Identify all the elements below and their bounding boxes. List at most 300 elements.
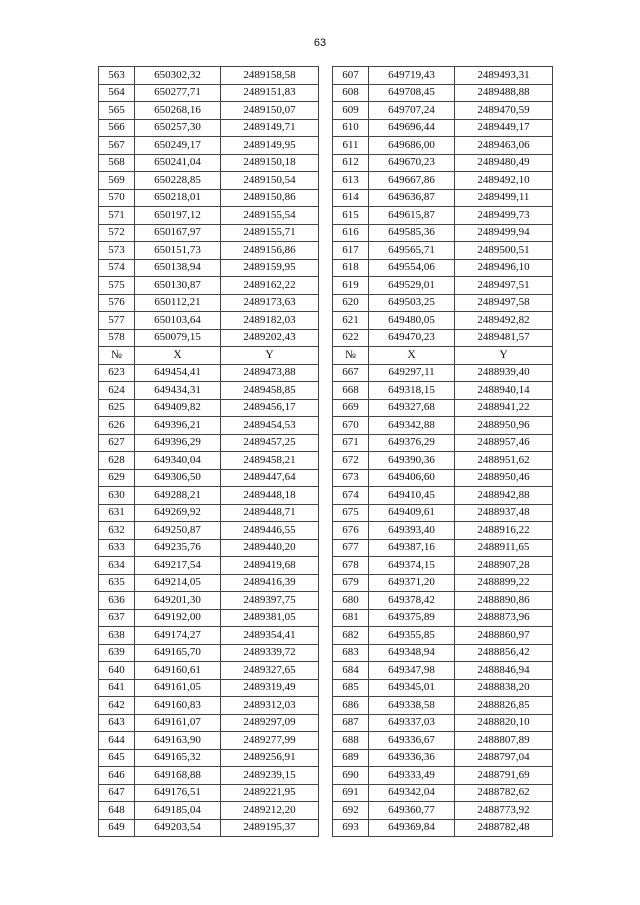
point-number-cell: 617 xyxy=(333,242,369,260)
x-coordinate-cell: 649374,15 xyxy=(369,557,455,575)
x-coordinate-cell: 650151,73 xyxy=(135,242,221,260)
table-row xyxy=(99,434,553,452)
column-gap xyxy=(319,364,333,382)
point-number-cell: 647 xyxy=(99,784,135,802)
table-row xyxy=(99,154,553,172)
coordinates-table xyxy=(98,66,553,837)
x-coordinate-cell: 649185,04 xyxy=(135,802,221,820)
x-coordinate-cell: 649434,31 xyxy=(135,382,221,400)
y-coordinate-cell: 2489454,53 xyxy=(221,417,319,435)
y-coordinate-cell: 2489339,72 xyxy=(221,644,319,662)
point-number-cell: 569 xyxy=(99,172,135,190)
x-coordinate-cell: 649306,50 xyxy=(135,469,221,487)
point-number-cell: 634 xyxy=(99,557,135,575)
x-coordinate-cell: 649160,83 xyxy=(135,697,221,715)
x-coordinate-cell: 649371,20 xyxy=(369,574,455,592)
column-gap xyxy=(319,732,333,750)
point-number-cell: 638 xyxy=(99,627,135,645)
y-coordinate-cell: 2489195,37 xyxy=(221,819,319,837)
column-gap xyxy=(319,627,333,645)
x-coordinate-cell: 650277,71 xyxy=(135,84,221,102)
table-row xyxy=(99,574,553,592)
table-row xyxy=(99,399,553,417)
y-coordinate-cell: 2489457,25 xyxy=(221,434,319,452)
column-gap xyxy=(319,609,333,627)
x-coordinate-cell: 649165,70 xyxy=(135,644,221,662)
column-gap xyxy=(319,574,333,592)
point-number-cell: 673 xyxy=(333,469,369,487)
x-coordinate-cell: 649336,36 xyxy=(369,749,455,767)
column-gap xyxy=(319,697,333,715)
x-coordinate-cell: 649338,58 xyxy=(369,697,455,715)
x-coordinate-cell: 650257,30 xyxy=(135,119,221,137)
table-row xyxy=(99,277,553,295)
y-coordinate-cell: 2489470,59 xyxy=(455,102,553,120)
y-coordinate-cell: 2489492,10 xyxy=(455,172,553,190)
point-number-cell: 640 xyxy=(99,662,135,680)
y-coordinate-cell: 2489488,88 xyxy=(455,84,553,102)
y-coordinate-cell: 2488950,46 xyxy=(455,469,553,487)
y-coordinate-cell: 2489458,85 xyxy=(221,382,319,400)
point-number-cell: 635 xyxy=(99,574,135,592)
point-number-cell: 678 xyxy=(333,557,369,575)
x-coordinate-cell: 650138,94 xyxy=(135,259,221,277)
x-coordinate-cell: 650079,15 xyxy=(135,329,221,347)
column-gap xyxy=(319,487,333,505)
y-coordinate-cell: 2488856,42 xyxy=(455,644,553,662)
x-coordinate-cell: 649554,06 xyxy=(369,259,455,277)
x-coordinate-cell: 649686,00 xyxy=(369,137,455,155)
x-coordinate-cell: 649369,84 xyxy=(369,819,455,837)
y-coordinate-cell: 2488782,62 xyxy=(455,784,553,802)
table-row xyxy=(99,207,553,225)
column-gap xyxy=(319,189,333,207)
point-number-cell: 612 xyxy=(333,154,369,172)
y-coordinate-cell: 2489202,43 xyxy=(221,329,319,347)
x-coordinate-cell: 649376,29 xyxy=(369,434,455,452)
point-number-cell: 645 xyxy=(99,749,135,767)
point-number-cell: 667 xyxy=(333,364,369,382)
y-coordinate-cell: 2488820,10 xyxy=(455,714,553,732)
y-coordinate-cell: 2489149,71 xyxy=(221,119,319,137)
y-coordinate-cell: 2488950,96 xyxy=(455,417,553,435)
point-number-cell: 648 xyxy=(99,802,135,820)
y-coordinate-cell: 2489150,86 xyxy=(221,189,319,207)
y-coordinate-cell: 2488782,48 xyxy=(455,819,553,837)
table-row xyxy=(99,242,553,260)
point-number-cell: 623 xyxy=(99,364,135,382)
point-number-cell: 629 xyxy=(99,469,135,487)
x-coordinate-cell: 649217,54 xyxy=(135,557,221,575)
header-row xyxy=(99,347,553,365)
y-coordinate-cell: 2489277,99 xyxy=(221,732,319,750)
y-coordinate-cell: 2489173,63 xyxy=(221,294,319,312)
y-coordinate-cell: 2489381,05 xyxy=(221,609,319,627)
point-number-cell: 615 xyxy=(333,207,369,225)
point-number-cell: 625 xyxy=(99,399,135,417)
x-coordinate-cell: 649585,36 xyxy=(369,224,455,242)
y-coordinate-cell: 2488890,86 xyxy=(455,592,553,610)
column-gap xyxy=(319,784,333,802)
column-gap xyxy=(319,802,333,820)
y-coordinate-cell: 2489463,06 xyxy=(455,137,553,155)
point-number-cell: 671 xyxy=(333,434,369,452)
y-coordinate-cell: 2489448,71 xyxy=(221,504,319,522)
column-gap xyxy=(319,557,333,575)
x-coordinate-cell: 649396,29 xyxy=(135,434,221,452)
column-gap xyxy=(319,224,333,242)
point-number-cell: 686 xyxy=(333,697,369,715)
y-coordinate-cell: 2489150,54 xyxy=(221,172,319,190)
table-row xyxy=(99,557,553,575)
y-coordinate-cell: 2489397,75 xyxy=(221,592,319,610)
point-number-cell: 563 xyxy=(99,67,135,85)
column-gap xyxy=(319,137,333,155)
x-coordinate-cell: 649636,87 xyxy=(369,189,455,207)
page-number: 63 xyxy=(313,37,327,49)
x-coordinate-cell: 650249,17 xyxy=(135,137,221,155)
point-number-cell: 679 xyxy=(333,574,369,592)
header-y-coordinate: Y xyxy=(455,347,553,365)
table-row xyxy=(99,294,553,312)
point-number-cell: 614 xyxy=(333,189,369,207)
point-number-cell: 681 xyxy=(333,609,369,627)
x-coordinate-cell: 649161,05 xyxy=(135,679,221,697)
x-coordinate-cell: 649318,15 xyxy=(369,382,455,400)
table-row xyxy=(99,172,553,190)
x-coordinate-cell: 649387,16 xyxy=(369,539,455,557)
point-number-cell: 646 xyxy=(99,767,135,785)
y-coordinate-cell: 2488941,22 xyxy=(455,399,553,417)
point-number-cell: 609 xyxy=(333,102,369,120)
y-coordinate-cell: 2488797,04 xyxy=(455,749,553,767)
point-number-cell: 572 xyxy=(99,224,135,242)
table-row xyxy=(99,592,553,610)
column-gap xyxy=(319,592,333,610)
table-row xyxy=(99,802,553,820)
header-point-number: № xyxy=(99,347,135,365)
column-gap xyxy=(319,767,333,785)
point-number-cell: 573 xyxy=(99,242,135,260)
point-number-cell: 566 xyxy=(99,119,135,137)
point-number-cell: 644 xyxy=(99,732,135,750)
y-coordinate-cell: 2489155,71 xyxy=(221,224,319,242)
y-coordinate-cell: 2489456,17 xyxy=(221,399,319,417)
column-gap xyxy=(319,679,333,697)
point-number-cell: 668 xyxy=(333,382,369,400)
y-coordinate-cell: 2489212,20 xyxy=(221,802,319,820)
x-coordinate-cell: 650112,21 xyxy=(135,294,221,312)
column-gap xyxy=(319,819,333,837)
x-coordinate-cell: 649667,86 xyxy=(369,172,455,190)
y-coordinate-cell: 2489158,58 xyxy=(221,67,319,85)
x-coordinate-cell: 649470,23 xyxy=(369,329,455,347)
point-number-cell: 618 xyxy=(333,259,369,277)
point-number-cell: 624 xyxy=(99,382,135,400)
x-coordinate-cell: 649390,36 xyxy=(369,452,455,470)
y-coordinate-cell: 2489447,64 xyxy=(221,469,319,487)
y-coordinate-cell: 2489182,03 xyxy=(221,312,319,330)
table-row xyxy=(99,644,553,662)
y-coordinate-cell: 2489239,15 xyxy=(221,767,319,785)
column-gap xyxy=(319,242,333,260)
point-number-cell: 683 xyxy=(333,644,369,662)
column-gap xyxy=(319,84,333,102)
x-coordinate-cell: 649327,68 xyxy=(369,399,455,417)
point-number-cell: 691 xyxy=(333,784,369,802)
y-coordinate-cell: 2489499,73 xyxy=(455,207,553,225)
y-coordinate-cell: 2488838,20 xyxy=(455,679,553,697)
table-row xyxy=(99,102,553,120)
table-row xyxy=(99,329,553,347)
y-coordinate-cell: 2489159,95 xyxy=(221,259,319,277)
point-number-cell: 571 xyxy=(99,207,135,225)
point-number-cell: 565 xyxy=(99,102,135,120)
point-number-cell: 633 xyxy=(99,539,135,557)
y-coordinate-cell: 2489150,18 xyxy=(221,154,319,172)
y-coordinate-cell: 2488942,88 xyxy=(455,487,553,505)
x-coordinate-cell: 649192,00 xyxy=(135,609,221,627)
y-coordinate-cell: 2489499,94 xyxy=(455,224,553,242)
table-row xyxy=(99,767,553,785)
point-number-cell: 631 xyxy=(99,504,135,522)
x-coordinate-cell: 649333,49 xyxy=(369,767,455,785)
x-coordinate-cell: 649214,05 xyxy=(135,574,221,592)
point-number-cell: 620 xyxy=(333,294,369,312)
column-gap xyxy=(319,417,333,435)
point-number-cell: 637 xyxy=(99,609,135,627)
column-gap xyxy=(319,504,333,522)
point-number-cell: 669 xyxy=(333,399,369,417)
y-coordinate-cell: 2488937,48 xyxy=(455,504,553,522)
y-coordinate-cell: 2488791,69 xyxy=(455,767,553,785)
x-coordinate-cell: 650218,01 xyxy=(135,189,221,207)
x-coordinate-cell: 649161,07 xyxy=(135,714,221,732)
table-row xyxy=(99,487,553,505)
point-number-cell: 689 xyxy=(333,749,369,767)
y-coordinate-cell: 2488911,65 xyxy=(455,539,553,557)
x-coordinate-cell: 649480,05 xyxy=(369,312,455,330)
point-number-cell: 613 xyxy=(333,172,369,190)
x-coordinate-cell: 649201,30 xyxy=(135,592,221,610)
x-coordinate-cell: 649347,98 xyxy=(369,662,455,680)
y-coordinate-cell: 2489256,91 xyxy=(221,749,319,767)
x-coordinate-cell: 649174,27 xyxy=(135,627,221,645)
point-number-cell: 567 xyxy=(99,137,135,155)
point-number-cell: 578 xyxy=(99,329,135,347)
point-number-cell: 611 xyxy=(333,137,369,155)
column-gap xyxy=(319,347,333,365)
table-row xyxy=(99,522,553,540)
y-coordinate-cell: 2489354,41 xyxy=(221,627,319,645)
x-coordinate-cell: 649269,92 xyxy=(135,504,221,522)
x-coordinate-cell: 649409,61 xyxy=(369,504,455,522)
y-coordinate-cell: 2489440,20 xyxy=(221,539,319,557)
x-coordinate-cell: 650130,87 xyxy=(135,277,221,295)
column-gap xyxy=(319,259,333,277)
y-coordinate-cell: 2489496,10 xyxy=(455,259,553,277)
column-gap xyxy=(319,277,333,295)
header-x-coordinate: X xyxy=(369,347,455,365)
x-coordinate-cell: 649336,67 xyxy=(369,732,455,750)
column-gap xyxy=(319,312,333,330)
table-row xyxy=(99,732,553,750)
point-number-cell: 630 xyxy=(99,487,135,505)
column-gap xyxy=(319,644,333,662)
column-gap xyxy=(319,102,333,120)
y-coordinate-cell: 2488807,89 xyxy=(455,732,553,750)
x-coordinate-cell: 649168,88 xyxy=(135,767,221,785)
y-coordinate-cell: 2488939,40 xyxy=(455,364,553,382)
point-number-cell: 574 xyxy=(99,259,135,277)
point-number-cell: 639 xyxy=(99,644,135,662)
header-point-number: № xyxy=(333,347,369,365)
point-number-cell: 672 xyxy=(333,452,369,470)
table-row xyxy=(99,749,553,767)
x-coordinate-cell: 650241,04 xyxy=(135,154,221,172)
x-coordinate-cell: 649565,71 xyxy=(369,242,455,260)
y-coordinate-cell: 2488899,22 xyxy=(455,574,553,592)
y-coordinate-cell: 2489492,82 xyxy=(455,312,553,330)
y-coordinate-cell: 2489473,88 xyxy=(221,364,319,382)
table-row xyxy=(99,697,553,715)
table-row xyxy=(99,452,553,470)
x-coordinate-cell: 649393,40 xyxy=(369,522,455,540)
x-coordinate-cell: 649235,76 xyxy=(135,539,221,557)
table-row xyxy=(99,224,553,242)
column-gap xyxy=(319,67,333,85)
point-number-cell: 616 xyxy=(333,224,369,242)
table-row xyxy=(99,189,553,207)
x-coordinate-cell: 649337,03 xyxy=(369,714,455,732)
table-row xyxy=(99,539,553,557)
y-coordinate-cell: 2489327,65 xyxy=(221,662,319,680)
y-coordinate-cell: 2489416,39 xyxy=(221,574,319,592)
x-coordinate-cell: 649250,87 xyxy=(135,522,221,540)
point-number-cell: 628 xyxy=(99,452,135,470)
y-coordinate-cell: 2488916,22 xyxy=(455,522,553,540)
column-gap xyxy=(319,714,333,732)
table-row xyxy=(99,259,553,277)
point-number-cell: 564 xyxy=(99,84,135,102)
y-coordinate-cell: 2488907,28 xyxy=(455,557,553,575)
x-coordinate-cell: 649288,21 xyxy=(135,487,221,505)
point-number-cell: 643 xyxy=(99,714,135,732)
x-coordinate-cell: 649355,85 xyxy=(369,627,455,645)
column-gap xyxy=(319,399,333,417)
y-coordinate-cell: 2489156,86 xyxy=(221,242,319,260)
y-coordinate-cell: 2488826,85 xyxy=(455,697,553,715)
x-coordinate-cell: 649708,45 xyxy=(369,84,455,102)
column-gap xyxy=(319,662,333,680)
x-coordinate-cell: 650302,32 xyxy=(135,67,221,85)
point-number-cell: 676 xyxy=(333,522,369,540)
y-coordinate-cell: 2489319,49 xyxy=(221,679,319,697)
table-row xyxy=(99,312,553,330)
point-number-cell: 570 xyxy=(99,189,135,207)
column-gap xyxy=(319,469,333,487)
point-number-cell: 575 xyxy=(99,277,135,295)
point-number-cell: 621 xyxy=(333,312,369,330)
y-coordinate-cell: 2489297,09 xyxy=(221,714,319,732)
table-row xyxy=(99,784,553,802)
y-coordinate-cell: 2488957,46 xyxy=(455,434,553,452)
x-coordinate-cell: 650167,97 xyxy=(135,224,221,242)
table-row xyxy=(99,364,553,382)
y-coordinate-cell: 2489155,54 xyxy=(221,207,319,225)
point-number-cell: 682 xyxy=(333,627,369,645)
y-coordinate-cell: 2488940,14 xyxy=(455,382,553,400)
x-coordinate-cell: 649529,01 xyxy=(369,277,455,295)
y-coordinate-cell: 2488860,97 xyxy=(455,627,553,645)
x-coordinate-cell: 649719,43 xyxy=(369,67,455,85)
x-coordinate-cell: 649163,90 xyxy=(135,732,221,750)
column-gap xyxy=(319,749,333,767)
x-coordinate-cell: 649670,23 xyxy=(369,154,455,172)
point-number-cell: 677 xyxy=(333,539,369,557)
y-coordinate-cell: 2489449,17 xyxy=(455,119,553,137)
point-number-cell: 674 xyxy=(333,487,369,505)
table-row xyxy=(99,714,553,732)
x-coordinate-cell: 649342,04 xyxy=(369,784,455,802)
point-number-cell: 610 xyxy=(333,119,369,137)
column-gap xyxy=(319,294,333,312)
x-coordinate-cell: 649345,01 xyxy=(369,679,455,697)
x-coordinate-cell: 649454,41 xyxy=(135,364,221,382)
y-coordinate-cell: 2489499,11 xyxy=(455,189,553,207)
table-row xyxy=(99,609,553,627)
y-coordinate-cell: 2489151,83 xyxy=(221,84,319,102)
x-coordinate-cell: 650197,12 xyxy=(135,207,221,225)
point-number-cell: 576 xyxy=(99,294,135,312)
column-gap xyxy=(319,329,333,347)
column-gap xyxy=(319,452,333,470)
point-number-cell: 622 xyxy=(333,329,369,347)
y-coordinate-cell: 2489221,95 xyxy=(221,784,319,802)
header-x-coordinate: X xyxy=(135,347,221,365)
y-coordinate-cell: 2489480,49 xyxy=(455,154,553,172)
x-coordinate-cell: 649360,77 xyxy=(369,802,455,820)
y-coordinate-cell: 2489500,51 xyxy=(455,242,553,260)
x-coordinate-cell: 649409,82 xyxy=(135,399,221,417)
table-row xyxy=(99,137,553,155)
column-gap xyxy=(319,172,333,190)
table-row xyxy=(99,627,553,645)
table-row xyxy=(99,469,553,487)
x-coordinate-cell: 650268,16 xyxy=(135,102,221,120)
y-coordinate-cell: 2489458,21 xyxy=(221,452,319,470)
point-number-cell: 670 xyxy=(333,417,369,435)
point-number-cell: 626 xyxy=(99,417,135,435)
x-coordinate-cell: 650228,85 xyxy=(135,172,221,190)
column-gap xyxy=(319,207,333,225)
column-gap xyxy=(319,522,333,540)
table-row xyxy=(99,504,553,522)
column-gap xyxy=(319,539,333,557)
x-coordinate-cell: 649406,60 xyxy=(369,469,455,487)
y-coordinate-cell: 2489419,68 xyxy=(221,557,319,575)
y-coordinate-cell: 2488773,92 xyxy=(455,802,553,820)
table-row xyxy=(99,819,553,837)
x-coordinate-cell: 649410,45 xyxy=(369,487,455,505)
y-coordinate-cell: 2489497,51 xyxy=(455,277,553,295)
point-number-cell: 568 xyxy=(99,154,135,172)
point-number-cell: 692 xyxy=(333,802,369,820)
point-number-cell: 577 xyxy=(99,312,135,330)
x-coordinate-cell: 649340,04 xyxy=(135,452,221,470)
x-coordinate-cell: 649707,24 xyxy=(369,102,455,120)
y-coordinate-cell: 2488846,94 xyxy=(455,662,553,680)
